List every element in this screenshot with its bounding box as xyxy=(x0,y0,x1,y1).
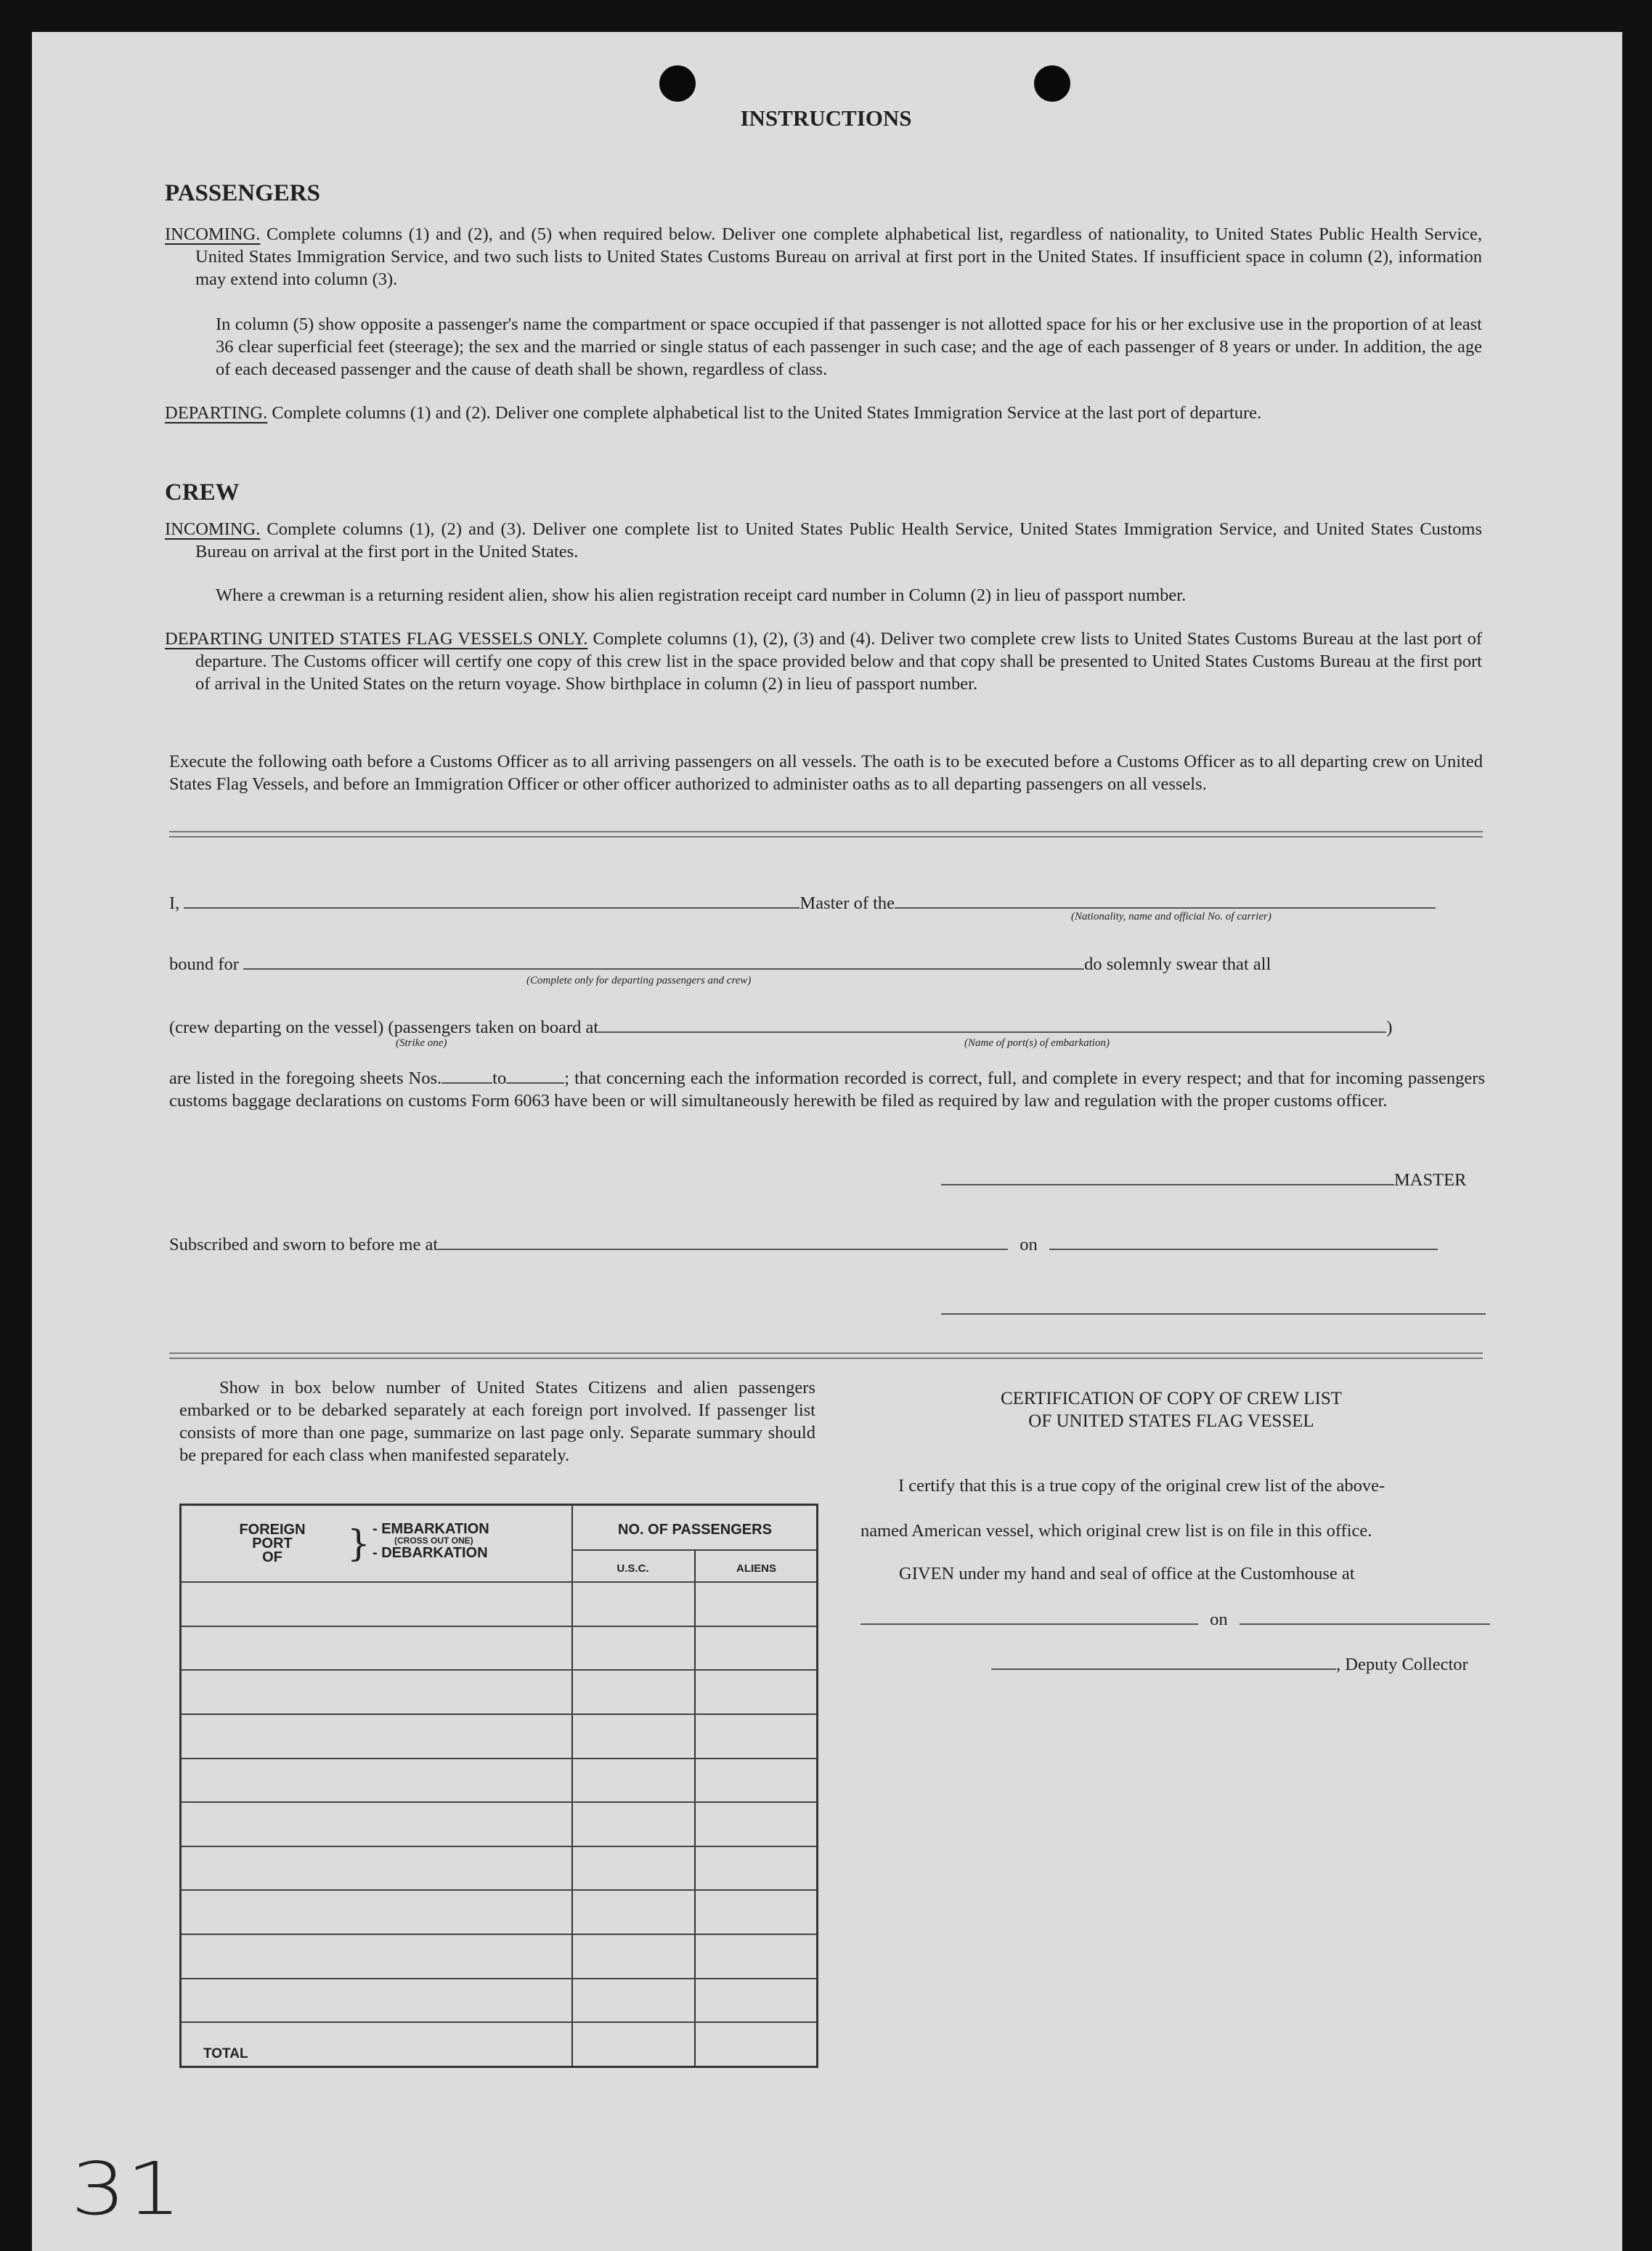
total-row[interactable] xyxy=(182,2021,816,2023)
embarkation-port-field[interactable] xyxy=(598,1031,1386,1033)
passengers-heading: PASSENGERS xyxy=(165,180,320,206)
crew-incoming-text: Complete columns (1), (2) and (3). Deliver one complete list to United States Public Health Service, United States Immigration Service, and United States Customs Bureau on arrival at the first port in the United States. xyxy=(195,519,1482,561)
oath-listed xyxy=(169,1067,1485,1112)
usc-header: U.S.C. xyxy=(617,1562,649,1575)
table-row[interactable] xyxy=(182,1801,816,1803)
oath-intro: Execute the following oath before a Customs Officer as to all arriving passengers on all vessels. The oath is to be executed before a Customs Officer as to all departing crew on United States Flag Vessels, and before an Immigration Officer or other officer authorized to administer oaths as to all departing passengers on all vessels. xyxy=(169,752,1483,794)
certify-line-3: GIVEN under my hand and seal of office at the Customhouse at xyxy=(899,1564,1355,1583)
carrier-hint: (Nationality, name and official No. of carrier) xyxy=(1071,911,1271,922)
passengers-incoming xyxy=(165,223,1483,291)
no-passengers-header: NO. OF PASSENGERS xyxy=(618,1522,772,1538)
table-row[interactable] xyxy=(182,1934,816,1935)
aliens-header: ALIENS xyxy=(736,1562,776,1575)
handwritten-page-number: 31 xyxy=(70,2146,182,2231)
master-signature xyxy=(941,1169,1466,1191)
listed-b: ; that concerning each the information recorded is correct, full, and complete in every respect; and that for incoming passengers customs baggage declarations on customs Form 6063 have been or will simultaneously herewith be filed as required by law and regulation with the proper customs officer. xyxy=(169,1068,1485,1111)
row-divider xyxy=(571,1549,816,1551)
oath-line-bound xyxy=(169,953,1271,976)
brace-icon: } xyxy=(347,1522,370,1565)
summary-instructions: Show in box below number of United States Citizens and alien passengers embarked or to be debarked separately at each foreign port involved. If passenger list consists of more than one page, summarize on last page only. Separate summary should be prepared for each class when manifested separately. xyxy=(179,1378,815,1465)
subscribed-line xyxy=(169,1233,1438,1256)
divider xyxy=(169,831,1483,837)
table-row[interactable] xyxy=(182,1758,816,1759)
oath-master-of: Master of the xyxy=(799,893,895,913)
passengers-incoming-text: Complete columns (1) and (2), and (5) when required below. Deliver one complete alphabetical list, regardless of nationality, to United States Public Health Service, United States Immigration Service, and two such lists to United States Customs Bureau on arrival at first port in the United States. If insufficient space in column (2), information may extend into column (3). xyxy=(195,224,1483,289)
punch-hole xyxy=(1034,65,1070,102)
cert-on-label: on xyxy=(1210,1610,1228,1629)
certification-title xyxy=(857,1387,1486,1432)
passengers-departing-text: Complete columns (1) and (2). Deliver one complete alphabetical list to the United States Immigration Service at the last port of departure. xyxy=(272,403,1262,423)
passengers-departing-label: DEPARTING. xyxy=(165,403,268,423)
debarkation-option[interactable]: - DEBARKATION xyxy=(373,1545,488,1561)
table-row[interactable] xyxy=(182,1978,816,1979)
crew-heading: CREW xyxy=(165,479,240,506)
carrier-field[interactable] xyxy=(895,907,1436,909)
on-label: on xyxy=(1020,1235,1038,1254)
certification-title-1: CERTIFICATION OF COPY OF CREW LIST xyxy=(1000,1389,1343,1408)
column5-text: In column (5) show opposite a passenger's name the compartment or space occupied if that passenger is not allotted space for his or her exclusive use in the proportion of at least 36 clear superficial feet (steerage); the sex and the married or single status of each passenger in such case; and the age of each passenger of 8 years or under. In addition, the age of each deceased passenger and the cause of death shall be shown, regardless of class. xyxy=(216,315,1482,379)
certify-line-1: I certify that this is a true copy of the original crew list of the above- xyxy=(898,1476,1386,1496)
bound-for-label: bound for xyxy=(169,954,239,974)
passengers-incoming-label: INCOMING. xyxy=(165,224,261,244)
of-label: OF xyxy=(262,1549,282,1565)
customhouse-field[interactable] xyxy=(860,1623,1198,1625)
crew-resident-text: Where a crewman is a returning resident alien, show his alien registration receipt card number in Column (2) in lieu of passport number. xyxy=(216,585,1187,605)
oath-line-embark xyxy=(169,1016,1392,1039)
bound-hint: (Complete only for departing passengers and crew) xyxy=(526,975,752,986)
table-row[interactable] xyxy=(182,1889,816,1891)
master-signature-field[interactable] xyxy=(941,1183,1394,1185)
crew-incoming-label: INCOMING. xyxy=(165,519,261,539)
listed-to: to xyxy=(492,1068,507,1088)
officer-signature-field[interactable] xyxy=(941,1313,1486,1315)
strike-hint: (Strike one) xyxy=(396,1037,447,1049)
port-hint: (Name of port(s) of embarkation) xyxy=(964,1037,1110,1049)
oath-swear: do solemnly swear that all xyxy=(1084,954,1271,974)
page-title: INSTRUCTIONS xyxy=(740,105,912,131)
sheet-from-field[interactable] xyxy=(442,1082,492,1084)
crew-departing-text: Complete columns (1), (2), (3) and (4). Deliver two complete crew lists to United States Customs Bureau at the last port of departure. The Customs officer will certify one copy of this crew list in the space provided below and that copy shall be presented to United States Customs Bureau at the first port of arrival in the United States on the return voyage. Show birthplace in column (2) in lieu of passport number. xyxy=(195,629,1482,694)
foreign-label: FOREIGN xyxy=(239,1522,306,1538)
deputy-label: , Deputy Collector xyxy=(1336,1655,1468,1674)
crew-departing xyxy=(165,628,1482,695)
table-row[interactable] xyxy=(182,1581,816,1583)
oath-line-master xyxy=(169,892,1484,914)
embarkation-option[interactable]: - EMBARKATION xyxy=(373,1521,489,1537)
master-label: MASTER xyxy=(1394,1170,1467,1190)
table-row[interactable] xyxy=(182,1846,816,1847)
bound-for-field[interactable] xyxy=(243,968,1084,970)
foreign-port-of-header xyxy=(225,1523,320,1565)
passengers-departing xyxy=(165,402,1482,424)
crew-departing-option[interactable]: (crew departing on the vessel) xyxy=(169,1018,384,1037)
close-paren: ) xyxy=(1386,1018,1393,1037)
customhouse-line xyxy=(860,1608,1490,1631)
deputy-signature-field[interactable] xyxy=(991,1668,1336,1670)
oath-i: I, xyxy=(169,893,180,913)
subscribed-date-field[interactable] xyxy=(1049,1248,1438,1250)
certification-title-2: OF UNITED STATES FLAG VESSEL xyxy=(1028,1411,1314,1431)
passenger-summary-table xyxy=(179,1504,818,2068)
listed-a: are listed in the foregoing sheets Nos. xyxy=(169,1068,442,1088)
column-divider xyxy=(571,1506,573,2066)
crew-incoming xyxy=(165,518,1482,563)
embark-debark-header xyxy=(373,1522,489,1560)
sheet-to-field[interactable] xyxy=(506,1082,564,1084)
deputy-line xyxy=(991,1653,1468,1676)
table-row[interactable] xyxy=(182,1713,816,1715)
total-label: TOTAL xyxy=(203,2046,248,2061)
punch-hole xyxy=(659,65,696,102)
master-name-field[interactable] xyxy=(184,907,799,909)
column-divider xyxy=(694,1549,696,2066)
cross-out-note: (CROSS OUT ONE) xyxy=(394,1536,473,1546)
subscribed-place-field[interactable] xyxy=(438,1248,1008,1250)
divider xyxy=(169,1352,1483,1359)
table-row[interactable] xyxy=(182,1669,816,1671)
passengers-taken-option[interactable]: (passengers taken on board at xyxy=(388,1018,599,1037)
port-label: PORT xyxy=(252,1536,293,1552)
cert-date-field[interactable] xyxy=(1240,1623,1490,1625)
table-row[interactable] xyxy=(182,1626,816,1627)
certify-line-2: named American vessel, which original crew list is on file in this office. xyxy=(860,1521,1372,1541)
crew-departing-label: DEPARTING UNITED STATES FLAG VESSELS ONLY. xyxy=(165,629,588,649)
subscribed-label: Subscribed and sworn to before me at xyxy=(169,1235,439,1254)
